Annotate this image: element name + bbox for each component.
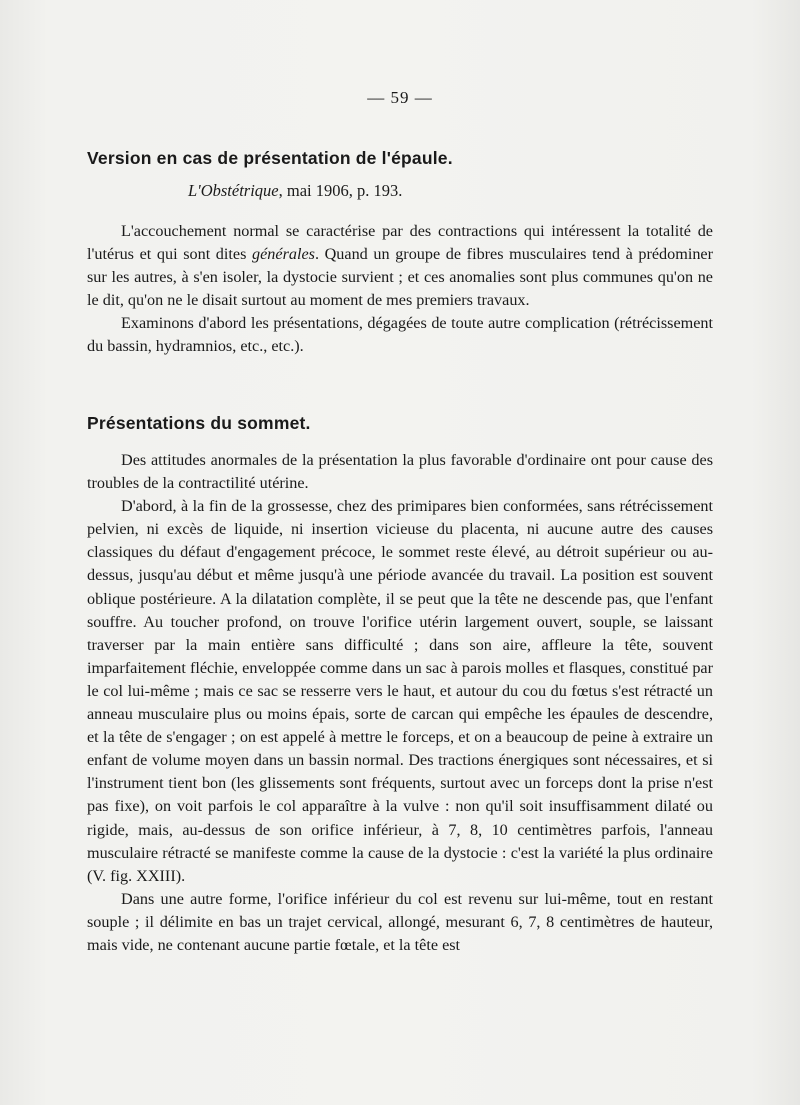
section1-body	[87, 220, 713, 359]
paragraph-text: . Quand un groupe de fibres musculaires tend à prédominer sur les autres, à s'en isoler, la dystocie survient ; et ces anomalies sont plus communes qu'on ne le dit, qu'on ne le disait surtout au moment de mes premiers travaux.	[87, 245, 714, 310]
paragraph: Dans une autre forme, l'orifice inférieur du col est revenu sur lui-même, tout en restant souple ; il délimite en bas un trajet cervical, allongé, mesurant 6, 7, 8 centimètres de hauteur, mais vide, ne contenant aucune partie fœtale, et la tête est	[87, 889, 713, 954]
section-heading-vertex-presentation: Présentations du sommet.	[87, 413, 311, 433]
paragraph: Des attitudes anormales de la présentation la plus favorable d'ordinaire ont pour cause des troubles de la contractilité utérine.	[87, 451, 713, 493]
section-heading-shoulder-presentation: Version en cas de présentation de l'épaule.	[87, 148, 453, 168]
citation-details: , mai 1906, p. 193.	[278, 181, 403, 200]
paragraph: D'abord, à la fin de la grossesse, chez des primipares bien conformées, sans rétrécissement pelvien, ni excès de liquide, ni insertion vicieuse du placenta, ni aucune autre des causes classiques du défaut d'engagement précoce, le sommet reste élevé, au détroit supérieur ou au-dessus, jusqu'au début et même jusqu'à une période avancée du travail. La position est souvent oblique postérieure. A la dilatation complète, il se peut que la tête ne descende pas, que l'enfant souffre. Au toucher profond, on trouve l'orifice utérin largement ouvert, souple, se laissant traverser par la main entière sans difficulté ; dans son aire, affleure la tête, souvent imparfaitement fléchie, enveloppée comme dans un sac à parois molles et flasques, constitué par le col lui-même ; mais ce sac se resserre vers le haut, et autour du cou du fœtus s'est rétracté un anneau musculaire plus ou moins épais, sorte de carcan qui empêche les épaules de descendre, et la tête de s'engager ; on est appelé à mettre le forceps, et on a beaucoup de peine à extraire un enfant de volume moyen dans un bassin normal. Des tractions énergiques sont nécessaires, et si l'instrument tient bon (les glissements sont fréquents, surtout avec un forceps dont la prise n'est pas fixe), on voit parfois le col apparaître à la vulve : non qu'il soit insuffisamment dilaté ou rigide, mais, au-dessus de son orifice inférieur, à 7, 8, 10 centimètres parfois, l'anneau musculaire rétracté se manifeste comme la cause de la dystocie : c'est la variété la plus ordinaire (V. fig. XXIII).	[87, 497, 713, 885]
paragraph	[87, 220, 713, 312]
page-number: — 59 —	[367, 88, 433, 107]
paragraph-text: L'accouchement normal se caractérise par des contractions qui intéressent la totalité de l'utérus et qui sont dites	[87, 222, 713, 264]
citation	[188, 181, 402, 201]
emphasis-text: générales	[252, 245, 315, 264]
citation-journal: L'Obstétrique	[188, 181, 279, 200]
paragraph: Examinons d'abord les présentations, dégagées de toute autre complication (rétrécissement du bassin, hydramnios, etc., etc.).	[87, 314, 713, 356]
section2-body	[87, 449, 713, 957]
